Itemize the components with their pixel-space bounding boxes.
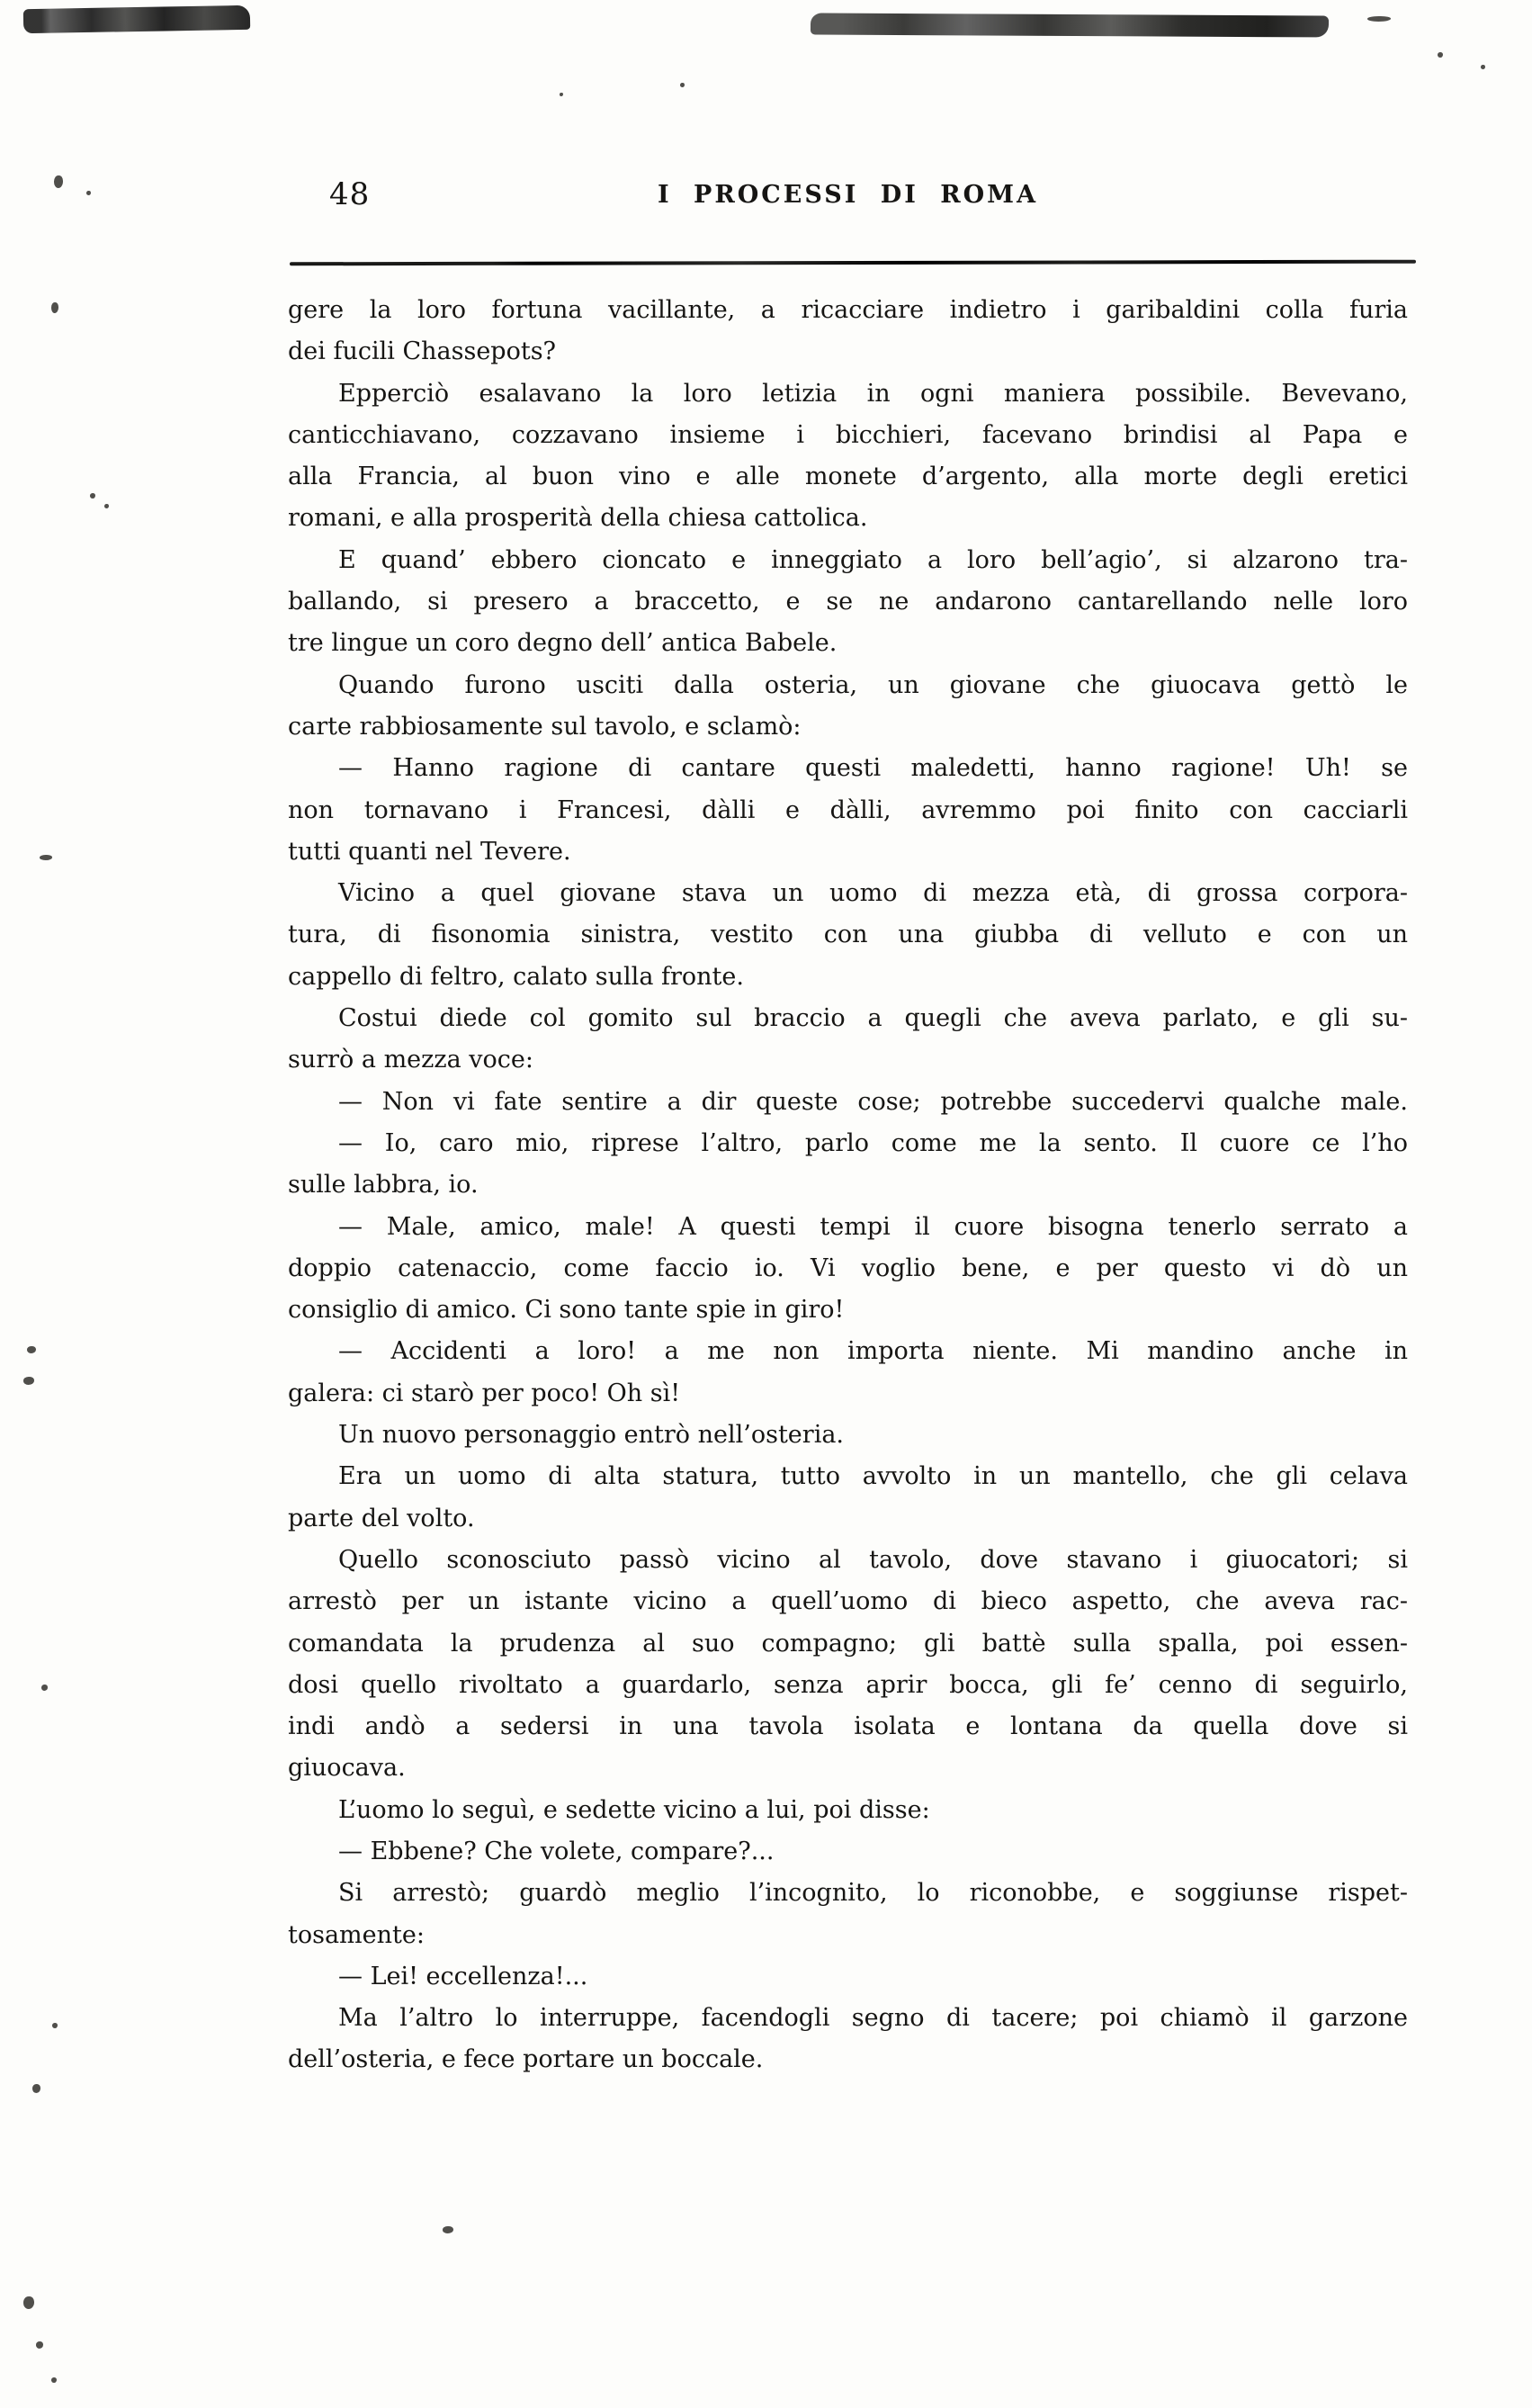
text-line: — Accidenti a loro! a me non importa niente. Mi mandino anche in: [338, 1337, 1408, 1366]
ink-speck: [27, 1346, 36, 1353]
ink-speck: [41, 1685, 48, 1691]
text-line: Era un uomo di alta statura, tutto avvolto in un mantello, che gli celava: [338, 1462, 1408, 1491]
text-line: tre lingue un coro degno dell’ antica Babele.: [288, 629, 838, 658]
text-line: Quando furono usciti dalla osteria, un giovane che giuocava gettò le: [338, 670, 1408, 699]
ink-speck: [23, 1377, 34, 1385]
text-line: — Hanno ragione di cantare questi maledetti, hanno ragione! Uh! se: [338, 754, 1408, 783]
text-line: tosamente:: [288, 1920, 425, 1949]
text-line: — Male, amico, male! A questi tempi il cuore bisogna tenerlo serrato a: [338, 1212, 1408, 1241]
ink-speck: [52, 2023, 58, 2028]
text-line: cappello di feltro, calato sulla fronte.: [288, 962, 744, 991]
scan-artifact: [23, 5, 250, 33]
ink-speck: [1438, 52, 1443, 58]
ink-speck: [51, 2377, 57, 2383]
ink-speck: [680, 83, 685, 87]
text-line: arrestò per un istante vicino a quell’uomo di bieco aspetto, che aveva rac-: [288, 1587, 1408, 1616]
text-line: doppio catenaccio, come faccio io. Vi voglio bene, e per questo vi dò un: [288, 1253, 1408, 1282]
text-line: canticchiavano, cozzavano insieme i bicchieri, facevano brindisi al Papa e: [288, 420, 1408, 449]
running-title: I PROCESSI DI ROMA: [657, 181, 1039, 209]
text-line: Si arrestò; guardò meglio l’incognito, lo riconobbe, e soggiunse rispet-: [338, 1879, 1408, 1908]
text-line: consiglio di amico. Ci sono tante spie in giro!: [288, 1296, 845, 1325]
text-line: galera: ci starò per poco! Oh sì!: [288, 1379, 681, 1407]
ink-speck: [1481, 65, 1485, 69]
ink-speck: [51, 302, 58, 313]
text-line: ballando, si presero a braccetto, e se ne andarono cantarellando nelle loro: [288, 588, 1408, 616]
ink-speck: [40, 855, 52, 860]
text-block: [288, 290, 1408, 2081]
text-line: — Non vi fate sentire a dir queste cose; potrebbe succedervi qualche male.: [338, 1087, 1408, 1116]
ink-speck: [1367, 16, 1391, 22]
text-line: Ma l’altro lo interruppe, facendogli segno di tacere; poi chiamò il garzone: [338, 2004, 1408, 2033]
text-line: surrò a mezza voce:: [288, 1046, 533, 1074]
text-line: Quello sconosciuto passò vicino al tavolo, dove stavano i giuocatori; si: [338, 1545, 1408, 1574]
text-line: E quand’ ebbero cioncato e inneggiato a loro bell’agio’, si alzarono tra-: [338, 545, 1408, 574]
text-line: Costui diede col gomito sul braccio a quegli che aveva parlato, e gli su-: [338, 1004, 1408, 1033]
text-line: giuocava.: [288, 1754, 406, 1783]
text-line: tutti quanti nel Tevere.: [288, 837, 571, 866]
text-line: dosi quello rivoltato a guardarlo, senza aprir bocca, gli fe’ cenno di seguirlo,: [288, 1670, 1408, 1699]
scan-artifact: [811, 13, 1329, 37]
text-line: carte rabbiosamente sul tavolo, e sclamò:: [288, 712, 802, 741]
page-header: [288, 176, 1408, 216]
text-line: — Ebbene? Che volete, compare?...: [338, 1837, 775, 1865]
ink-speck: [86, 191, 91, 195]
text-line: parte del volto.: [288, 1504, 475, 1532]
ink-speck: [104, 504, 109, 508]
ink-speck: [32, 2084, 40, 2093]
ink-speck: [36, 2341, 43, 2349]
text-line: indi andò a sedersi in una tavola isolata e lontana da quella dove si: [288, 1712, 1408, 1741]
text-line: — Lei! eccellenza!...: [338, 1962, 588, 1990]
ink-speck: [90, 493, 95, 499]
text-line: dei fucili Chassepots?: [288, 337, 557, 366]
text-line: dell’osteria, e fece portare un boccale.: [288, 2045, 764, 2074]
ink-speck: [54, 175, 63, 188]
header-rule: [290, 260, 1416, 266]
ink-speck: [443, 2226, 453, 2233]
text-line: Epperciò esalavano la loro letizia in ogni maniera possibile. Bevevano,: [338, 379, 1408, 408]
text-line: tura, di fisonomia sinistra, vestito con una giubba di velluto e con un: [288, 921, 1408, 949]
ink-speck: [560, 93, 563, 96]
text-line: non tornavano i Francesi, dàlli e dàlli, avremmo poi finito con cacciarli: [288, 795, 1408, 824]
text-line: comandata la prudenza al suo compagno; gli battè sulla spalla, poi essen-: [288, 1629, 1408, 1658]
text-line: sulle labbra, io.: [288, 1171, 479, 1200]
text-line: Vicino a quel giovane stava un uomo di mezza età, di grossa corpora-: [338, 879, 1408, 908]
text-line: alla Francia, al buon vino e alle monete d’argento, alla morte degli eretici: [288, 463, 1408, 491]
text-line: gere la loro fortuna vacillante, a ricacciare indietro i garibaldini colla furia: [288, 296, 1408, 324]
page-number: 48: [329, 176, 371, 212]
ink-speck: [23, 2296, 34, 2309]
text-line: Un nuovo personaggio entrò nell’osteria.: [338, 1421, 845, 1450]
text-line: — Io, caro mio, riprese l’altro, parlo come me la sento. Il cuore ce l’ho: [338, 1128, 1408, 1157]
text-line: L’uomo lo seguì, e sedette vicino a lui, poi disse:: [338, 1795, 930, 1824]
text-line: romani, e alla prosperità della chiesa cattolica.: [288, 504, 868, 533]
